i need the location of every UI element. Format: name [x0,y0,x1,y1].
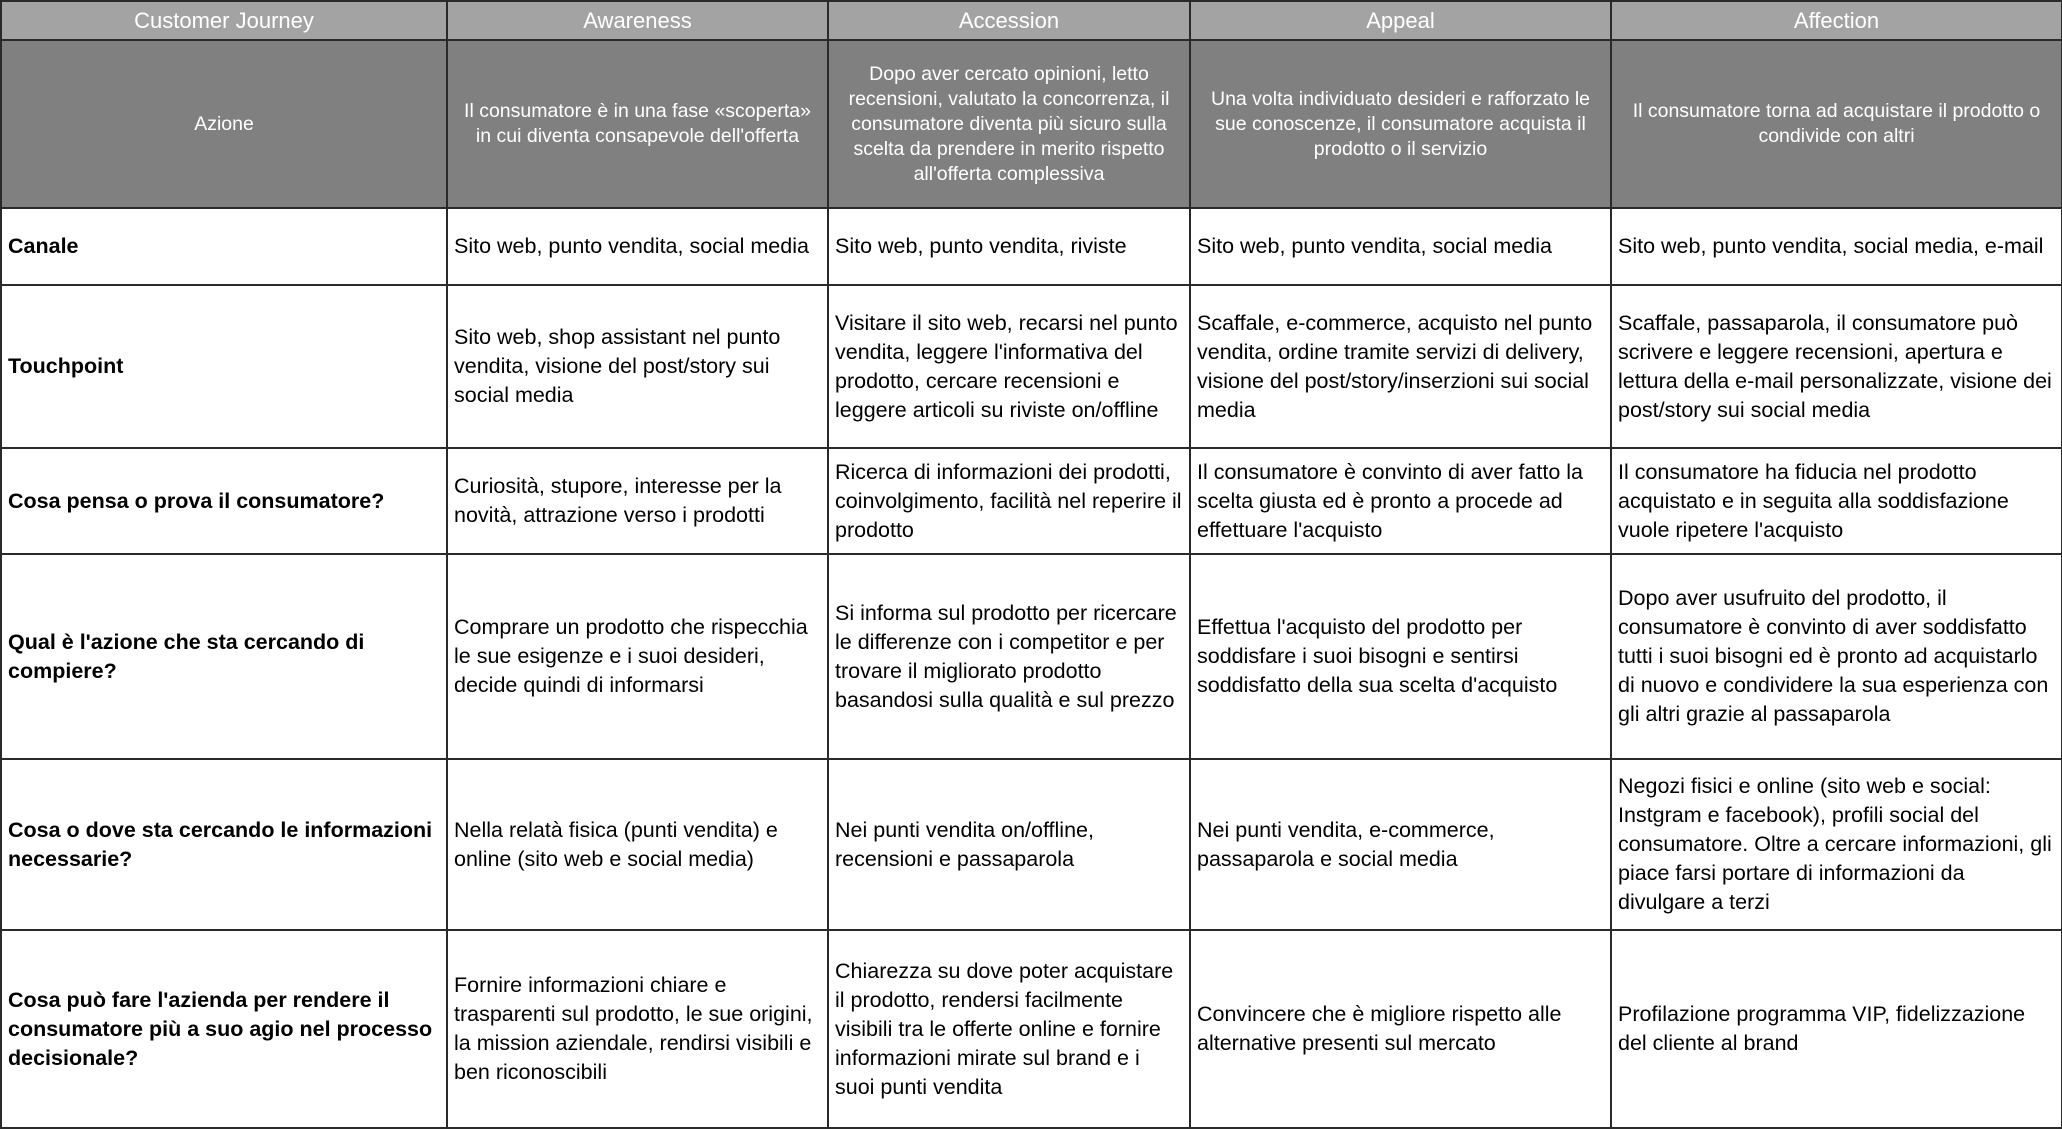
row-label: Cosa pensa o prova il consumatore? [1,448,447,554]
azione-affection: Il consumatore torna ad acquistare il prodotto o condivide con altri [1611,40,2062,208]
header-appeal: Appeal [1190,1,1611,40]
table-row-azienda [1,930,2062,1128]
table-cell: Nella relatà fisica (punti vendita) e online (sito web e social media) [447,759,828,930]
table-cell: Sito web, punto vendita, social media [447,208,828,285]
header-customer-journey: Customer Journey [1,1,447,40]
table-cell: Effettua l'acquisto del prodotto per soddisfare i suoi bisogni e sentirsi soddisfatto della sua scelta d'acquisto [1190,554,1611,759]
row-label: Qual è l'azione che sta cercando di compiere? [1,554,447,759]
table-row-informazioni [1,759,2062,930]
header-awareness: Awareness [447,1,828,40]
table-cell: Negozi fisici e online (sito web e social: Instgram e facebook), profili social del consumatore. Oltre a cercare informazioni, gli piace farsi portare di informazioni da divulgare a terzi [1611,759,2062,930]
header-row [1,1,2062,40]
table-cell: Profilazione programma VIP, fidelizzazione del cliente al brand [1611,930,2062,1128]
table-cell: Convincere che è migliore rispetto alle alternative presenti sul mercato [1190,930,1611,1128]
row-label: Cosa o dove sta cercando le informazioni necessarie? [1,759,447,930]
azione-accession: Dopo aver cercato opinioni, letto recensioni, valutato la concorrenza, il consumatore diventa più sicuro sulla scelta da prendere in merito rispetto all'offerta complessiva [828,40,1190,208]
table-cell: Nei punti vendita, e-commerce, passaparola e social media [1190,759,1611,930]
azione-appeal: Una volta individuato desideri e rafforzato le sue conoscenze, il consumatore acquista il prodotto o il servizio [1190,40,1611,208]
azione-row [1,40,2062,208]
table-row-pensa [1,448,2062,554]
table-cell: Chiarezza su dove poter acquistare il prodotto, rendersi facilmente visibili tra le offerte online e fornire informazioni mirate sul brand e i suoi punti vendita [828,930,1190,1128]
table-cell: Fornire informazioni chiare e trasparenti sul prodotto, le sue origini, la mission aziendale, rendirsi visibili e ben riconoscibili [447,930,828,1128]
table-cell: Visitare il sito web, recarsi nel punto vendita, leggere l'informativa del prodotto, cercare recensioni e leggere articoli su riviste on/offline [828,285,1190,448]
table-cell: Il consumatore ha fiducia nel prodotto acquistato e in seguita alla soddisfazione vuole ripetere l'acquisto [1611,448,2062,554]
table-cell: Si informa sul prodotto per ricercare le differenze con i competitor e per trovare il migliorato prodotto basandosi sulla qualità e sul prezzo [828,554,1190,759]
table-cell: Scaffale, passaparola, il consumatore può scrivere e leggere recensioni, apertura e lettura della e-mail personalizzate, visione dei post/story sui social media [1611,285,2062,448]
table-cell: Ricerca di informazioni dei prodotti, coinvolgimento, facilità nel reperire il prodotto [828,448,1190,554]
table-cell: Dopo aver usufruito del prodotto, il consumatore è convinto di aver soddisfatto tutti i suoi bisogni ed è pronto ad acquistarlo di nuovo e condividere la sua esperienza con gli altri grazie al passaparola [1611,554,2062,759]
table-row-canale [1,208,2062,285]
table-cell: Nei punti vendita on/offline, recensioni e passaparola [828,759,1190,930]
header-affection: Affection [1611,1,2062,40]
table-row-azione-cercando [1,554,2062,759]
row-label: Canale [1,208,447,285]
table-cell: Curiosità, stupore, interesse per la novità, attrazione verso i prodotti [447,448,828,554]
header-accession: Accession [828,1,1190,40]
table-cell: Sito web, punto vendita, social media, e-mail [1611,208,2062,285]
row-label: Touchpoint [1,285,447,448]
table-cell: Sito web, shop assistant nel punto vendita, visione del post/story sui social media [447,285,828,448]
table-cell: Sito web, punto vendita, riviste [828,208,1190,285]
table-cell: Comprare un prodotto che rispecchia le sue esigenze e i suoi desideri, decide quindi di informarsi [447,554,828,759]
row-label: Cosa può fare l'azienda per rendere il consumatore più a suo agio nel processo decisionale? [1,930,447,1128]
table-row-touchpoint [1,285,2062,448]
azione-label: Azione [1,40,447,208]
azione-awareness: Il consumatore è in una fase «scoperta» in cui diventa consapevole dell'offerta [447,40,828,208]
table-cell: Sito web, punto vendita, social media [1190,208,1611,285]
table-cell: Il consumatore è convinto di aver fatto la scelta giusta ed è pronto a procede ad effettuare l'acquisto [1190,448,1611,554]
table-cell: Scaffale, e-commerce, acquisto nel punto vendita, ordine tramite servizi di delivery, visione del post/story/inserzioni sui social media [1190,285,1611,448]
